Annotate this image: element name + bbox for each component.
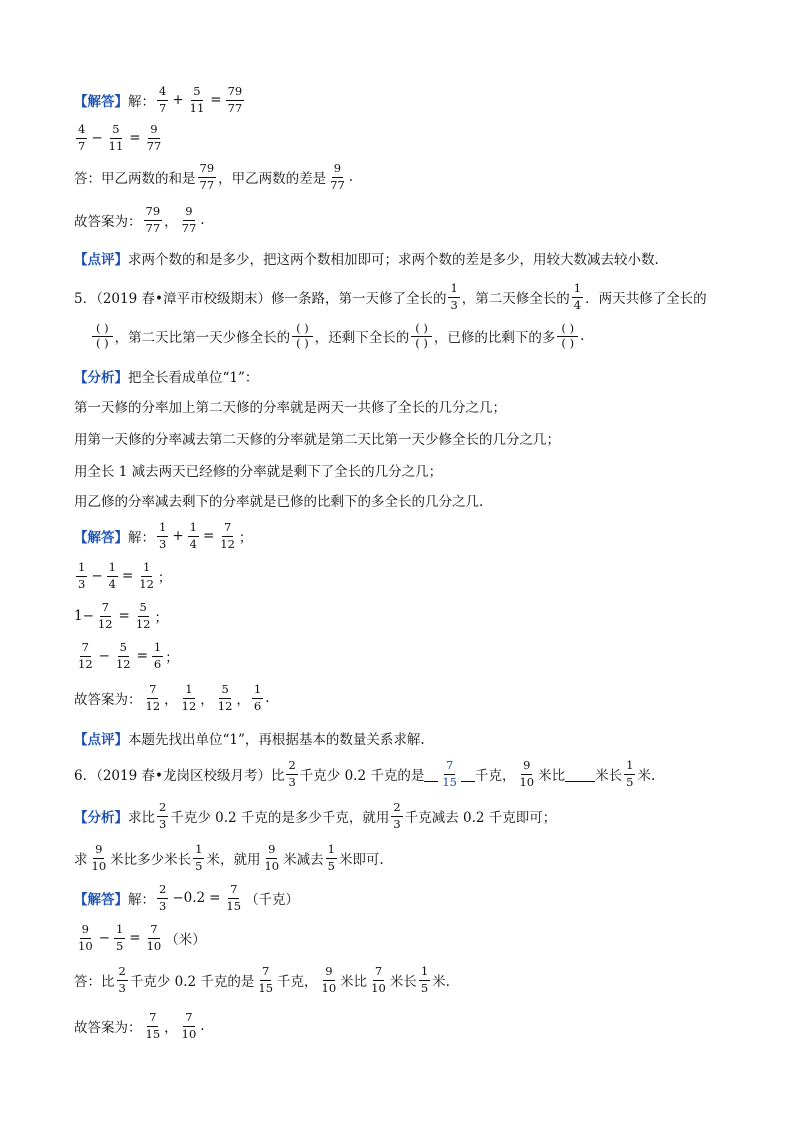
fraction: $\frac{2}{3}$ <box>159 800 167 831</box>
answer-blank[interactable] <box>565 767 595 782</box>
analysis-tag: 【分析】 <box>74 810 128 826</box>
p4-solution-line-1: 【解答】 解： $\frac{4}{7}$ + $\frac{5}{11}$ = $\frac{79}{77}$ <box>74 84 243 115</box>
fraction: $\frac{1}{5}$ <box>327 842 335 873</box>
fraction: $\frac{9}{10}$ <box>321 964 337 995</box>
fraction: $\frac{5}{11}$ <box>108 122 124 153</box>
fraction: $\frac{1}{6}$ <box>153 640 162 671</box>
fraction: $\frac{79}{77}$ <box>145 204 161 235</box>
analysis-tag: 【分析】 <box>74 370 128 386</box>
fraction: $\frac{9}{77}$ <box>146 122 162 153</box>
fraction: $\frac{1}{5}$ <box>115 922 124 953</box>
answer-blank[interactable] <box>424 767 438 782</box>
q5-analysis-4: 用乙修的分率减去剩下的分率就是已修的比剩下的多全长的几分之几. <box>74 494 484 510</box>
blank-fraction[interactable]: $\frac{( )}{( )}$ <box>411 322 432 350</box>
q6-text-line: 6．（2019 春•龙岗区校级月考）比 $\frac{2}{3}$ 千克少 0.2 千克的是 $\frac{7}{15}$ 千克， $\frac{9}{10}$ 米比 米长 $\frac{1}{5}$ 米. <box>74 758 656 789</box>
fraction: $\frac{7}{12}$ <box>97 600 113 631</box>
q5-solution-2: $\frac{1}{3}$ − $\frac{1}{4}$ = $\frac{1}{12}$ ； <box>78 560 172 591</box>
fraction: $\frac{7}{10}$ <box>371 964 386 995</box>
blank-fraction[interactable]: $\frac{( )}{( )}$ <box>92 322 113 350</box>
fraction: $\frac{7}{15}$ <box>258 964 274 995</box>
fraction: $\frac{7}{10}$ <box>146 922 162 953</box>
solution-tag: 【解答】 <box>74 892 128 908</box>
q5-comment: 【点评】 本题先找出单位“1”，再根据基本的数量关系求解. <box>74 728 734 748</box>
fraction: $\frac{79}{77}$ <box>227 84 243 115</box>
q5-solution-1: 【解答】 解： $\frac{1}{3}$ + $\frac{1}{4}$ = $\frac{7}{12}$ ； <box>74 520 253 551</box>
fraction: $\frac{7}{10}$ <box>181 1010 197 1041</box>
fraction: $\frac{1}{4}$ <box>573 281 582 312</box>
fraction: $\frac{79}{77}$ <box>199 161 215 192</box>
p4-comment: 【点评】 求两个数的和是多少，把这两个数相加即可；求两个数的差是多少，用较大数减去较小数. <box>74 248 734 268</box>
fraction: $\frac{7}{15}$ <box>145 1010 161 1041</box>
q5-final-answer: 故答案为： $\frac{7}{12}$ ， $\frac{1}{12}$ ， $\frac{5}{12}$ ， $\frac{1}{6}$ . <box>74 682 270 713</box>
fraction: $\frac{7}{12}$ <box>145 682 161 713</box>
comment-tag: 【点评】 <box>74 252 128 268</box>
q5-text-line-2: $\frac{( )}{( )}$ ，第二天比第一天少修全长的 $\frac{( )}{( )}$ ，还剩下全长的 $\frac{( )}{( )}$ ，已修的比剩下的多 $\frac{( )}{( )}$ . <box>90 322 734 350</box>
q5-analysis-intro: 【分析】 把全长看成单位“1”： <box>74 366 734 386</box>
blank-fraction[interactable]: $\frac{( )}{( )}$ <box>292 322 313 350</box>
filled-answer-fraction: $\frac{7}{15}$ <box>442 758 457 789</box>
fraction: $\frac{1}{3}$ <box>450 281 458 312</box>
fraction: $\frac{1}{4}$ <box>189 520 197 551</box>
q6-final-answer: 故答案为： $\frac{7}{15}$ ， $\frac{7}{10}$ . <box>74 1010 205 1041</box>
p4-solution-line-2: $\frac{4}{7}$ − $\frac{5}{11}$ = $\frac{9}{77}$ <box>78 122 162 153</box>
fraction: $\frac{1}{5}$ <box>626 758 634 789</box>
q6-analysis-2: 求 $\frac{9}{10}$ 米比多少米长 $\frac{1}{5}$ 米，就用 $\frac{9}{10}$ 米减去 $\frac{1}{5}$ 米即可. <box>74 842 384 873</box>
fraction: $\frac{2}{3}$ <box>118 964 126 995</box>
p4-final-answer: 故答案为： $\frac{79}{77}$ ， $\frac{9}{77}$ . <box>74 204 205 235</box>
fraction: $\frac{9}{10}$ <box>519 758 535 789</box>
fraction: $\frac{1}{12}$ <box>139 560 154 591</box>
fraction: $\frac{1}{5}$ <box>195 842 203 873</box>
fraction: $\frac{9}{10}$ <box>78 922 93 953</box>
fraction: $\frac{5}{12}$ <box>115 640 131 671</box>
fraction: $\frac{9}{10}$ <box>91 842 107 873</box>
fraction: $\frac{5}{12}$ <box>135 600 151 631</box>
q5-analysis-2: 用第一天修的分率减去第二天修的分率就是第二天比第一天少修全长的几分之几； <box>74 432 560 448</box>
fraction: $\frac{7}{12}$ <box>220 520 235 551</box>
q6-analysis-1: 【分析】 求比 $\frac{2}{3}$ 千克少 0.2 千克的是多少千克，就用 $\frac{2}{3}$ 千克减去 0.2 千克即可； <box>74 800 557 831</box>
fraction: $\frac{7}{12}$ <box>78 640 93 671</box>
fraction: $\frac{2}{3}$ <box>159 882 167 913</box>
q5-analysis-1: 第一天修的分率加上第二天修的分率就是两天一共修了全长的几分之几； <box>74 400 506 416</box>
fraction: $\frac{5}{11}$ <box>189 84 205 115</box>
fraction: $\frac{9}{10}$ <box>264 842 280 873</box>
fraction: $\frac{5}{12}$ <box>217 682 233 713</box>
q6-solution-1: 【解答】 解： $\frac{2}{3}$ −0.2 = $\frac{7}{15}$ （千克） <box>74 882 300 913</box>
fraction: $\frac{1}{4}$ <box>108 560 116 591</box>
solution-tag: 【解答】 <box>74 94 128 110</box>
fraction: $\frac{2}{3}$ <box>393 800 401 831</box>
comment-tag: 【点评】 <box>74 732 128 748</box>
q5-solution-3: 1− $\frac{7}{12}$ = $\frac{5}{12}$ ； <box>74 600 168 631</box>
fraction: $\frac{1}{3}$ <box>159 520 167 551</box>
q5-analysis-3: 用全长 1 减去两天已经修的分率就是剩下了全长的几分之几； <box>74 464 443 480</box>
q5-solution-4: $\frac{7}{12}$ − $\frac{5}{12}$ = $\frac{1}{6}$ ； <box>78 640 179 671</box>
fraction: $\frac{1}{3}$ <box>78 560 86 591</box>
p4-answer-line: 答：甲乙两数的和是 $\frac{79}{77}$ ，甲乙两数的差是 $\frac{9}{77}$ . <box>74 161 354 192</box>
q6-solution-2: $\frac{9}{10}$ − $\frac{1}{5}$ = $\frac{7}{10}$ （米） <box>78 922 206 953</box>
fraction: $\frac{7}{15}$ <box>226 882 242 913</box>
solution-tag: 【解答】 <box>74 530 128 546</box>
q6-answer-line: 答：比 $\frac{2}{3}$ 千克少 0.2 千克的是 $\frac{7}{15}$ 千克， $\frac{9}{10}$ 米比 $\frac{7}{10}$ 米长 $\frac{1}{5}$ 米. <box>74 964 450 995</box>
fraction: $\frac{9}{77}$ <box>181 204 197 235</box>
fraction: $\frac{1}{12}$ <box>181 682 197 713</box>
fraction: $\frac{1}{5}$ <box>420 964 429 995</box>
fraction: $\frac{2}{3}$ <box>288 758 296 789</box>
q5-text-line-1: 5．（2019 春•漳平市校级期末）修一条路，第一天修了全长的 $\frac{1}{3}$ ，第二天修全长的 $\frac{1}{4}$ ．两天共修了全长的 <box>74 281 707 312</box>
fraction: $\frac{1}{6}$ <box>253 682 262 713</box>
answer-blank[interactable] <box>461 767 475 782</box>
fraction: $\frac{4}{7}$ <box>159 84 167 115</box>
fraction: $\frac{4}{7}$ <box>78 122 86 153</box>
solution-prefix: 解： <box>128 94 155 110</box>
fraction: $\frac{9}{77}$ <box>330 161 345 192</box>
blank-fraction[interactable]: $\frac{( )}{( )}$ <box>557 322 578 350</box>
